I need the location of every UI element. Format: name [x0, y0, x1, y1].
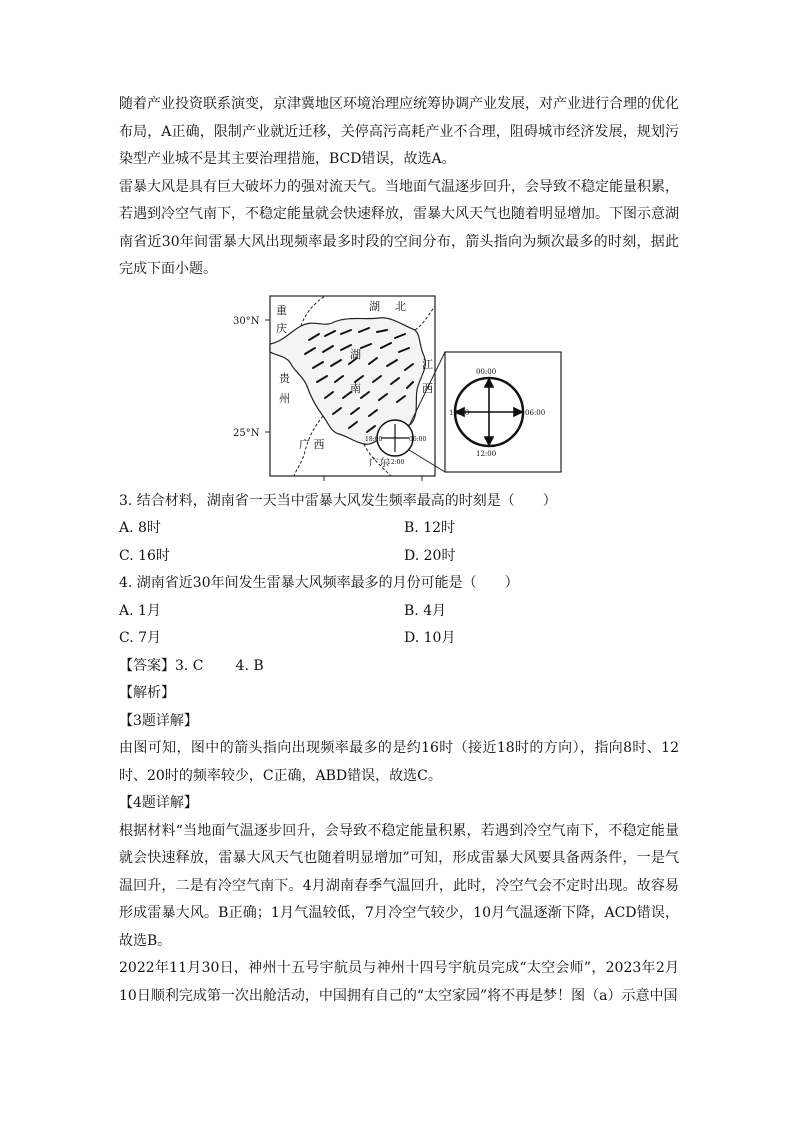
small-clock-right: 06:00	[409, 435, 427, 443]
label-chongqing-2: 庆	[276, 321, 287, 335]
hunan-map-figure	[119, 286, 679, 486]
label-jiangxi-1: 江	[422, 357, 433, 371]
option-a: A. 8时	[119, 520, 161, 536]
clock-label-right: 06:00	[525, 408, 546, 417]
question-4-stem: 4. 湖南省近30年间发生雷暴大风频率最多的月份可能是（ ）	[119, 575, 519, 591]
paragraph: 雷暴大风是具有巨大破坏力的强对流天气。当地面气温逐步回升，会导致不稳定能量积累，若遇到冷空气南下，不稳定能量就会快速释放，雷暴大风天气也随着明显增加。下图示意湖南省近30年间雷暴大风出现频率最多时段的空间分布，箭头指向为频次最多的时刻，据此完成下面小题。	[119, 178, 679, 277]
option-b: B. 12时	[404, 520, 456, 536]
question-3-options-row-2	[119, 543, 679, 571]
small-clock-left: 18:00	[365, 435, 383, 443]
answer-line	[119, 653, 679, 681]
question-4-options-row-1	[119, 598, 679, 626]
question-3-stem: 3. 结合材料，湖南省一天当中雷暴大风发生频率最高的时刻是（ ）	[119, 492, 557, 509]
clock-label-left: 18:00	[449, 408, 470, 417]
option-d: D. 10月	[404, 630, 456, 646]
answer-label: 【答案】	[119, 657, 175, 674]
clock-label-top: 00:00	[476, 367, 497, 376]
q3-detail-label: 【3题详解】	[119, 712, 198, 729]
analysis-label: 【解析】	[119, 685, 175, 701]
option-a: A. 1月	[119, 602, 161, 619]
option-c: C. 16时	[119, 547, 170, 564]
lat-label-25: 25°N	[233, 427, 260, 439]
label-hubei-1: 湖	[369, 299, 380, 313]
lat-label-30: 30°N	[233, 315, 260, 327]
option-d: D. 20时	[404, 547, 456, 564]
q3-detail-text: 由图可知，图中的箭头指向出现频率最多的是约16时（接近18时的方向），指向8时、12时、20时的频率较少，C正确，ABD错误，故选C。	[119, 740, 679, 784]
label-guizhou-2: 州	[279, 391, 290, 405]
small-clock-bottom: 12:00	[387, 458, 405, 466]
label-guangdong: 广东	[369, 457, 389, 469]
label-hubei-2: 北	[395, 299, 406, 313]
answer-3: 3. C	[175, 657, 204, 674]
option-b: B. 4月	[404, 602, 447, 619]
label-hunan-2: 南	[350, 381, 361, 395]
label-hunan-1: 湖	[350, 347, 361, 361]
answer-4: 4. B	[235, 657, 264, 674]
label-guangxi: 广 西	[299, 437, 325, 451]
document-body	[119, 91, 679, 1010]
option-c: C. 7月	[119, 630, 162, 646]
question-4-options-row-2	[119, 625, 679, 653]
label-guizhou-1: 贵	[279, 371, 290, 385]
label-jiangxi-2: 西	[422, 381, 433, 395]
label-chongqing-1: 重	[276, 303, 287, 317]
q4-detail-label: 【4题详解】	[119, 795, 198, 811]
paragraph: 2022年11月30日，神州十五号宇航员与神州十四号宇航员完成“太空会师”，2023年2月10日顺利完成第一次出舱活动，中国拥有自己的“太空家园”将不再是梦！图（a）示意中国	[119, 960, 679, 1004]
question-3-options-row-1	[119, 515, 679, 543]
paragraph: 随着产业投资联系演变，京津冀地区环境治理应统筹协调产业发展，对产业进行合理的优化布局，A正确，限制产业就近迁移，关停高污高耗产业不合理，阻碍城市经济发展，规划污染型产业城不是其主要治理措施，BCD错误，故选A。	[119, 96, 679, 167]
clock-label-bottom: 12:00	[476, 449, 497, 458]
map-svg	[119, 286, 679, 486]
q4-detail-text: 根据材料“当地面气温逐步回升，会导致不稳定能量积累，若遇到冷空气南下，不稳定能量就会快速释放，雷暴大风天气也随着明显增加”可知，形成雷暴大风要具备两条件，一是气温回升，二是有冷空气南下。4月湖南春季气温回升，此时，冷空气会不定时出现。故容易形成雷暴大风。B正确；1月气温较低，7月冷空气较少，10月气温逐渐下降，ACD错误，故选B。	[119, 822, 679, 949]
